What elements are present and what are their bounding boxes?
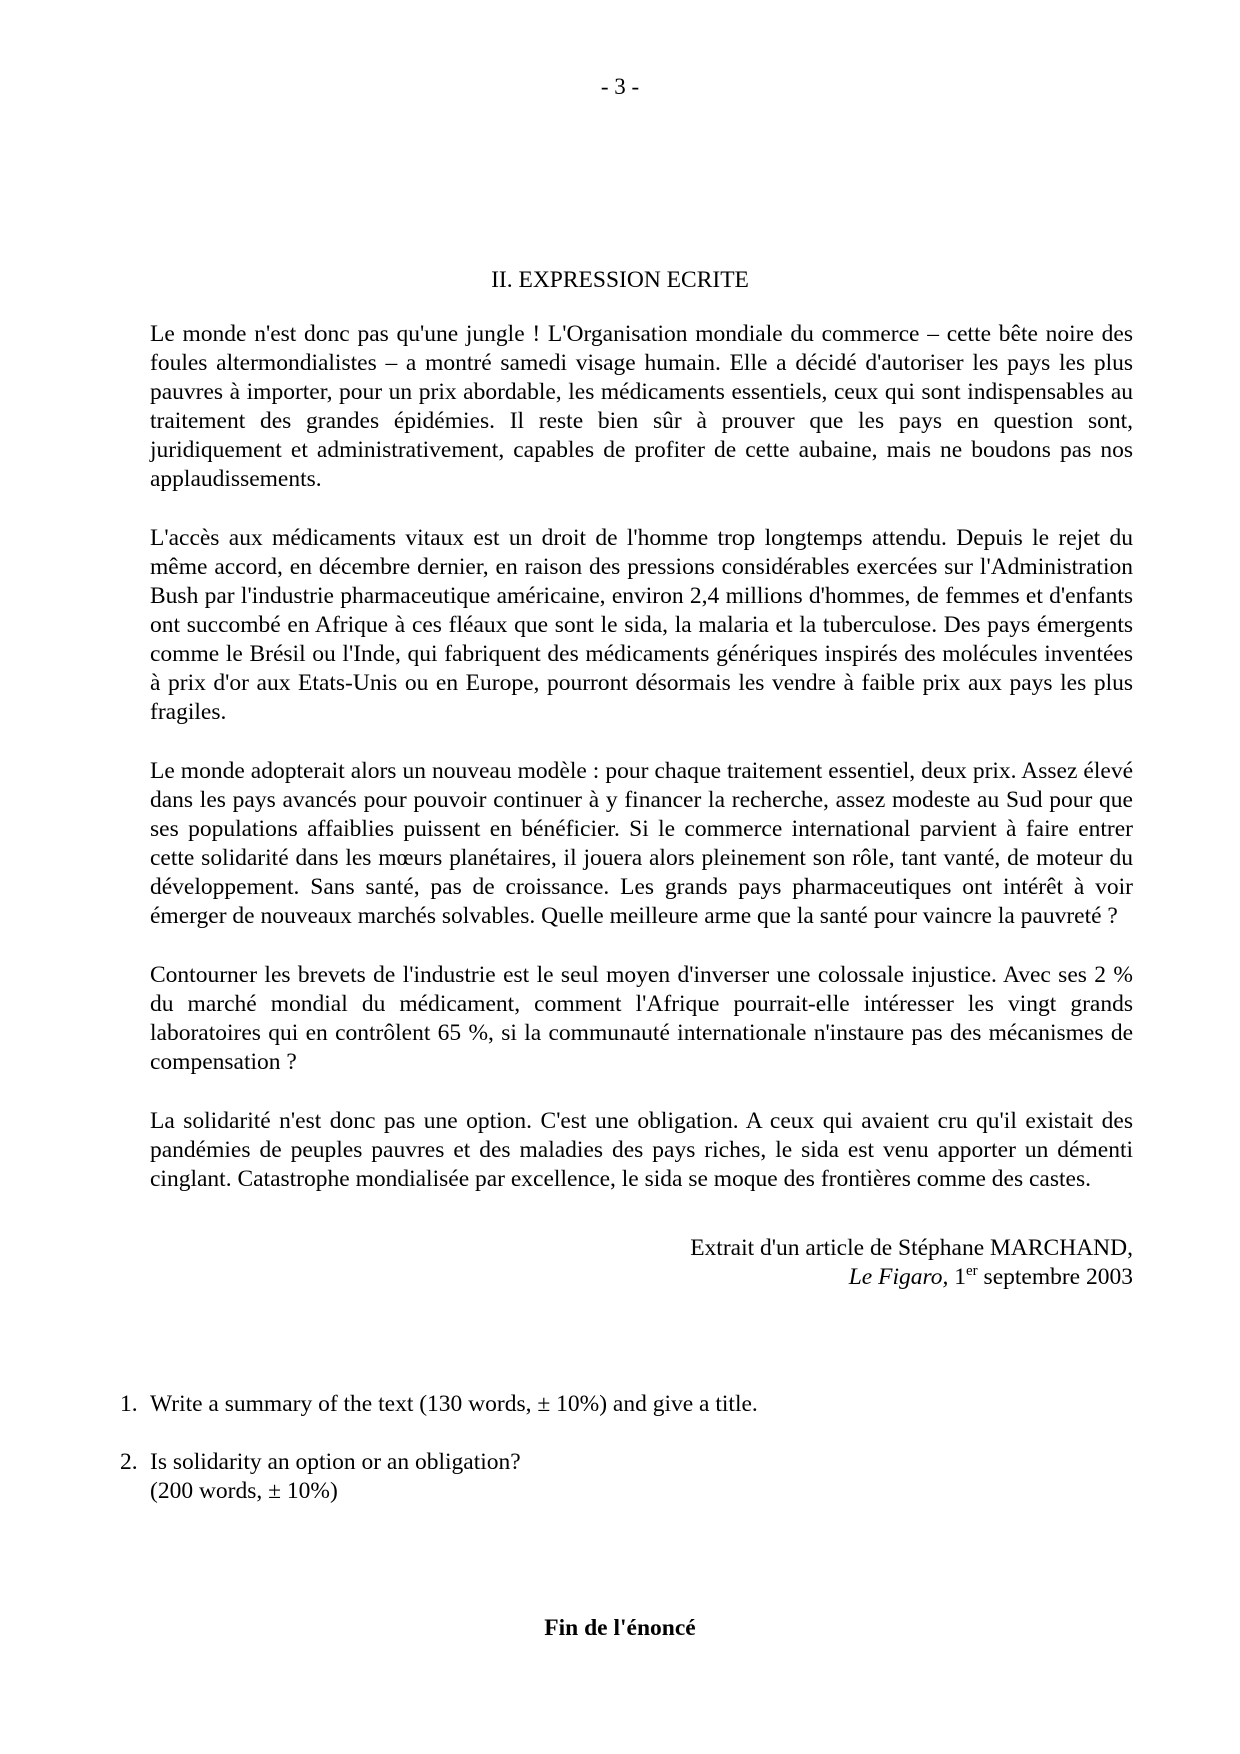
source-publication: Le Figaro, bbox=[848, 1264, 949, 1290]
source-citation bbox=[690, 1234, 1133, 1292]
end-note: Fin de l'énoncé bbox=[544, 1615, 696, 1641]
page-number: - 3 - bbox=[600, 74, 640, 99]
question-text: Is solidarity an option or an obligation? bbox=[150, 1449, 521, 1475]
article-paragraph: Contourner les brevets de l'industrie est le seul moyen d'inverser une colossale injustice. Avec ses 2 % du marché mondial du médicament, comment l'Afrique pourrait-elle intéresser les vingt grands laboratoires qui en contrôlent 65 %, si la communauté internationale n'instaure pas des mécanismes de compensation ? bbox=[150, 962, 1133, 1075]
question-number: 2. bbox=[120, 1449, 138, 1475]
question-number: 1. bbox=[120, 1391, 138, 1417]
source-day: 1 bbox=[954, 1264, 967, 1290]
source-author-line: Extrait d'un article de Stéphane MARCHAND, bbox=[690, 1235, 1133, 1261]
question-item bbox=[120, 1390, 1120, 1419]
question-list bbox=[120, 1390, 1120, 1535]
article-paragraph: Le monde n'est donc pas qu'une jungle ! L'Organisation mondiale du commerce – cette bête noire des foules altermondialistes – a montré samedi visage humain. Elle a décidé d'autoriser les pays les plus pauvres à importer, pour un prix abordable, les médicaments essentiels, ceux qui sont indispensables au traitement des grandes épidémies. Il reste bien sûr à prouver que les pays en question sont, juridiquement et administrativement, capables de profiter de cette aubaine, mais ne boudons pas nos applaudissements. bbox=[150, 321, 1133, 492]
question-word-count: (200 words, ± 10%) bbox=[150, 1478, 338, 1504]
source-day-suffix: er bbox=[966, 1263, 978, 1279]
question-text: Write a summary of the text (130 words, ± 10%) and give a title. bbox=[150, 1391, 758, 1417]
question-item bbox=[120, 1448, 1120, 1506]
article-paragraph: La solidarité n'est donc pas une option. C'est une obligation. A ceux qui avaient cru qu'il existait des pandémies de peuples pauvres et des maladies des pays riches, le sida est venu apporter un démenti cinglant. Catastrophe mondialisée par excellence, le sida se moque des frontières comme des castes. bbox=[150, 1108, 1133, 1192]
source-publication-line bbox=[690, 1263, 1133, 1292]
section-title: II. EXPRESSION ECRITE bbox=[491, 267, 749, 293]
article-body bbox=[150, 320, 1133, 1224]
article-paragraph: Le monde adopterait alors un nouveau modèle : pour chaque traitement essentiel, deux prix. Assez élevé dans les pays avancés pour pouvoir continuer à y financer la recherche, assez modeste au Sud pour que ses populations affaiblies puissent en bénéficier. Si le commerce international parvient à faire entrer cette solidarité dans les mœurs planétaires, il jouera alors pleinement son rôle, tant vanté, de moteur du développement. Sans santé, pas de croissance. Les grands pays pharmaceutiques ont intérêt à voir émerger de nouveaux marchés solvables. Quelle meilleure arme que la santé pour vaincre la pauvreté ? bbox=[150, 758, 1133, 929]
article-paragraph: L'accès aux médicaments vitaux est un droit de l'homme trop longtemps attendu. Depuis le rejet du même accord, en décembre dernier, en raison des pressions considérables exercées sur l'Administration Bush par l'industrie pharmaceutique américaine, environ 2,4 millions d'hommes, de femmes et d'enfants ont succombé en Afrique à ces fléaux que sont le sida, la malaria et la tuberculose. Des pays émergents comme le Brésil ou l'Inde, qui fabriquent des médicaments génériques inspirés des molécules inventées à prix d'or aux Etats-Unis ou en Europe, pourront désormais les vendre à faible prix aux pays les plus fragiles. bbox=[150, 525, 1133, 725]
source-date: septembre 2003 bbox=[983, 1264, 1133, 1290]
